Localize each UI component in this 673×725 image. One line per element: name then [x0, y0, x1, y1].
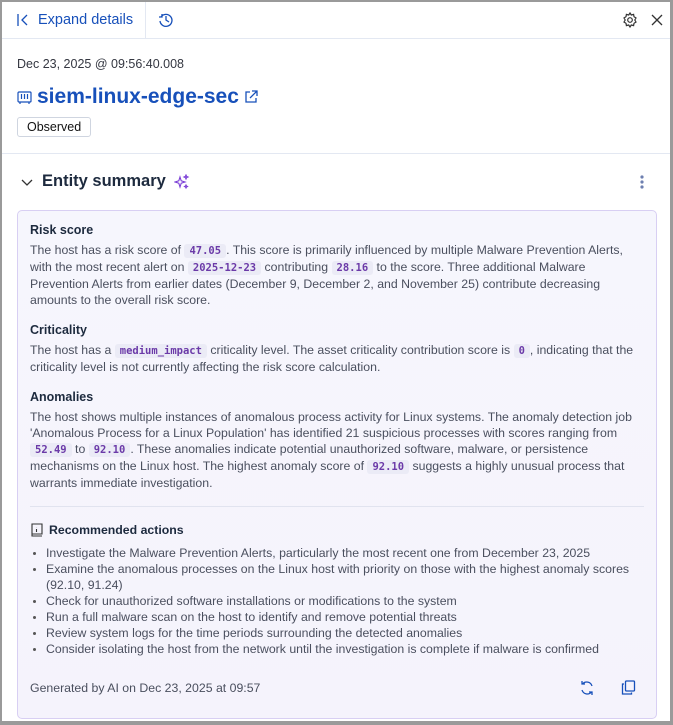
- text: , indicating that the criticality level is not currently affecting the risk score calculation.: [30, 343, 634, 374]
- text: contributing: [261, 260, 332, 274]
- highest-score: 92.10: [367, 460, 409, 474]
- external-link-icon[interactable]: [244, 90, 258, 104]
- list-item: Check for unauthorized software installations or modifications to the system: [30, 593, 644, 609]
- criticality-heading: Criticality: [30, 323, 87, 337]
- ai-sparkles-icon: [174, 174, 190, 190]
- list-item: Examine the anomalous processes on the Linux host with priority on those with the highest anomaly scores (92.10, 91.24): [30, 561, 644, 593]
- regenerate-icon[interactable]: [579, 680, 595, 696]
- timestamp: Dec 23, 2025 @ 09:56:40.008: [17, 57, 184, 71]
- risk-score-text: [30, 242, 644, 308]
- text: . These anomalies indicate potential unauthorized software, malware, or persistence mechanisms on the Linux host. The highest anomaly score of: [30, 442, 589, 473]
- anomalies-text: [30, 409, 644, 491]
- risk-score-heading: Risk score: [30, 223, 94, 237]
- criticality-score: 0: [514, 344, 530, 358]
- text: The host has a risk score of: [30, 243, 185, 257]
- text: to the score. Three additional Malware Prevention Alerts from earlier dates (December 9, December 2, and November 25) contribute decreasing amounts to the overall risk score.: [30, 260, 601, 307]
- alert-date: 2025-12-23: [188, 261, 261, 275]
- host-icon: [17, 90, 32, 105]
- expand-left-icon: [16, 13, 30, 27]
- divider: [2, 153, 670, 154]
- history-button[interactable]: [146, 12, 186, 28]
- recommended-actions-heading: [30, 523, 644, 537]
- expand-details-button[interactable]: [2, 2, 146, 38]
- entity-summary-toggle[interactable]: [20, 172, 190, 191]
- list-item: Consider isolating the host from the network until the investigation is complete if malware is confirmed: [30, 641, 644, 657]
- entity-summary-card: [17, 210, 657, 719]
- expand-details-label: Expand details: [38, 12, 134, 28]
- copy-icon[interactable]: [621, 680, 636, 695]
- list-item: Run a full malware scan on the host to identify and remove potential threats: [30, 609, 644, 625]
- entity-title: [17, 85, 258, 109]
- text: to: [71, 442, 89, 456]
- anomalies-heading: Anomalies: [30, 390, 94, 404]
- section-title: Entity summary: [42, 172, 166, 190]
- text: The host has a: [30, 343, 115, 357]
- criticality-level: medium_impact: [115, 344, 207, 358]
- card-footer: [30, 680, 636, 696]
- text: . This score is primarily influenced by multiple Malware Prevention Alerts, with the most recent alert on: [30, 243, 623, 274]
- risk-score-value: 47.05: [184, 244, 226, 258]
- history-icon: [158, 12, 174, 28]
- heading-label: Recommended actions: [49, 523, 184, 537]
- divider: [30, 506, 644, 507]
- text: suggests a highly unusual process that warrants immediate investigation.: [30, 459, 625, 490]
- entity-name-link[interactable]: siem-linux-edge-sec: [37, 85, 239, 108]
- flyout-header: [2, 2, 670, 39]
- max-score: 92.10: [89, 443, 131, 457]
- recommended-actions-list: [30, 545, 644, 657]
- list-item: Investigate the Malware Prevention Alerts, particularly the most recent one from December 23, 2025: [30, 545, 644, 561]
- chevron-down-icon: [20, 175, 34, 189]
- more-options-icon[interactable]: [640, 174, 644, 190]
- criticality-text: [30, 342, 644, 375]
- generated-by-text: Generated by AI on Dec 23, 2025 at 09:57: [30, 681, 261, 695]
- text: criticality level. The asset criticality contribution score is: [206, 343, 514, 357]
- info-book-icon: [30, 523, 43, 537]
- contribution-value: 28.16: [332, 261, 374, 275]
- min-score: 52.49: [30, 443, 72, 457]
- gear-icon[interactable]: [622, 12, 638, 28]
- observed-badge: Observed: [17, 117, 91, 137]
- close-icon[interactable]: [650, 13, 664, 27]
- list-item: Review system logs for the time periods surrounding the detected anomalies: [30, 625, 644, 641]
- text: The host shows multiple instances of anomalous process activity for Linux systems. The anomaly detection job 'Anomalous Process for a Linux Population' has identified 21 suspicious processes with scores ranging from: [30, 410, 632, 440]
